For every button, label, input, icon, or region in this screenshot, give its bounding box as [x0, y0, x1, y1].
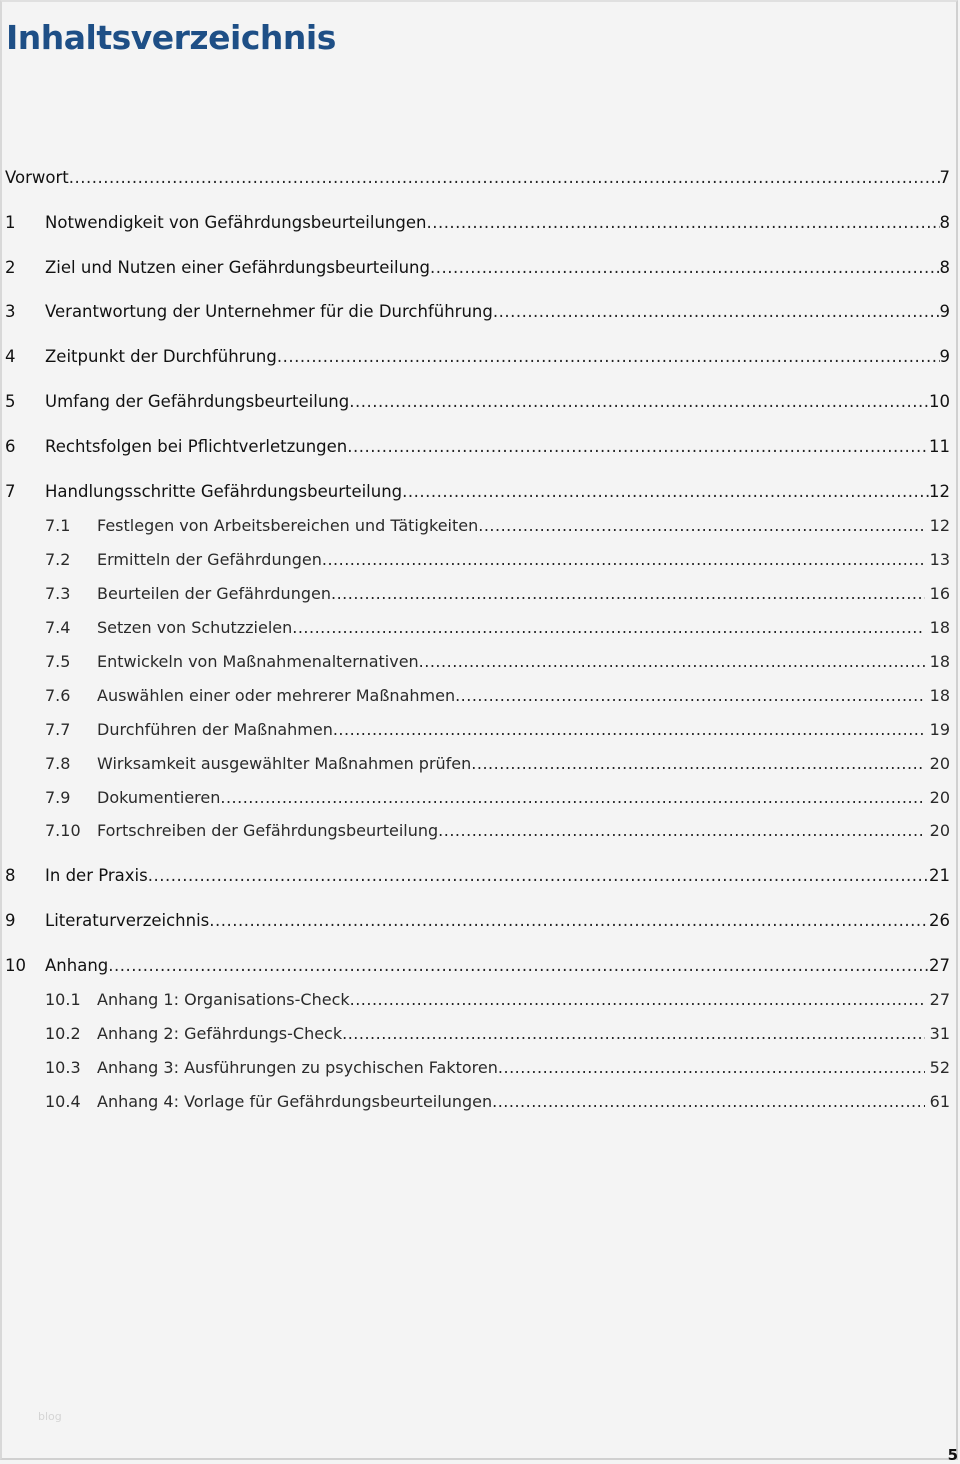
toc-entry[interactable] — [0, 785, 960, 811]
toc-entry-label: Fortschreiben der Gefährdungsbeurteilung — [97, 821, 439, 840]
toc-entry-page: 27 — [929, 956, 950, 975]
toc-entry-label: Anhang 1: Organisations-Check — [97, 990, 350, 1009]
toc-entry-page: 20 — [924, 788, 950, 807]
toc-entry-number: 7.5 — [45, 652, 71, 671]
toc-entry[interactable] — [0, 344, 960, 370]
toc-entry-number: 7 — [5, 482, 16, 501]
toc-entry[interactable] — [0, 953, 960, 979]
toc-entry-label: Anhang 3: Ausführungen zu psychischen Faktoren — [97, 1058, 498, 1077]
dot-leader — [402, 479, 929, 505]
toc-entry-number: 2 — [5, 258, 16, 277]
toc-entry-label: Setzen von Schutzzielen — [97, 618, 293, 637]
dot-leader — [492, 1089, 924, 1115]
toc-entry-label: Anhang 4: Vorlage für Gefährdungsbeurteilungen — [97, 1092, 493, 1111]
toc-entry-label: Beurteilen der Gefährdungen — [97, 584, 331, 603]
toc-entry-number: 8 — [5, 866, 16, 885]
toc-entry-number: 3 — [5, 302, 16, 321]
toc-entry-number: 7.2 — [45, 550, 71, 569]
toc-entry[interactable] — [0, 863, 960, 889]
dot-leader — [349, 389, 929, 415]
toc-entry[interactable] — [0, 255, 960, 281]
toc-entry-page: 26 — [929, 911, 950, 930]
toc-entry-page: 8 — [939, 213, 950, 232]
toc-entry[interactable] — [0, 649, 960, 675]
toc-entry-label: Umfang der Gefährdungsbeurteilung — [45, 392, 350, 411]
toc-entry[interactable] — [0, 908, 960, 934]
toc-entry-number: 10.1 — [45, 990, 81, 1009]
toc-entry-number: 7.6 — [45, 686, 71, 705]
toc-entry-page: 12 — [929, 482, 950, 501]
toc-entry-number: 10.2 — [45, 1024, 81, 1043]
toc-entry-label: Ermitteln der Gefährdungen — [97, 550, 322, 569]
toc-entry-page: 18 — [924, 652, 950, 671]
toc-entry[interactable] — [0, 683, 960, 709]
toc-entry-page: 52 — [924, 1058, 950, 1077]
toc-entry-label: Zeitpunkt der Durchführung — [45, 347, 277, 366]
toc-entry-page: 7 — [939, 168, 950, 187]
dot-leader — [419, 649, 925, 675]
toc-entry-page: 20 — [924, 754, 950, 773]
toc-entry-label: In der Praxis — [45, 866, 148, 885]
toc-entry[interactable] — [0, 818, 960, 844]
toc-entry-number: 7.1 — [45, 516, 71, 535]
dot-leader — [108, 953, 929, 979]
toc-entry-number: 7.8 — [45, 754, 71, 773]
toc-entry-number: 4 — [5, 347, 16, 366]
dot-leader — [493, 299, 940, 325]
toc-entry-number: 7.4 — [45, 618, 71, 637]
toc-entry-number: 9 — [5, 911, 16, 930]
toc-entry[interactable] — [0, 717, 960, 743]
footer-watermark: blog — [38, 1410, 62, 1423]
toc-entry-number: 7.7 — [45, 720, 71, 739]
toc-entry[interactable] — [0, 581, 960, 607]
toc-entry-number: 6 — [5, 437, 16, 456]
dot-leader — [471, 751, 924, 777]
toc-entry-page: 13 — [924, 550, 950, 569]
page-title: Inhaltsverzeichnis — [6, 18, 336, 58]
dot-leader — [498, 1055, 925, 1081]
dot-leader — [322, 547, 925, 573]
dot-leader — [292, 615, 924, 641]
toc-entry[interactable] — [0, 1089, 960, 1115]
toc-entry-page: 12 — [924, 516, 950, 535]
toc-entry[interactable] — [0, 987, 960, 1013]
toc-entry-number: 10.3 — [45, 1058, 81, 1077]
toc-entry-label: Auswählen einer oder mehrerer Maßnahmen — [97, 686, 456, 705]
dot-leader — [333, 717, 925, 743]
toc-entry-label: Entwickeln von Maßnahmenalternativen — [97, 652, 419, 671]
toc-entry-label: Rechtsfolgen bei Pflichtverletzungen — [45, 437, 348, 456]
toc-entry[interactable] — [0, 479, 960, 505]
toc-entry-label: Vorwort — [5, 168, 69, 187]
dot-leader — [426, 210, 939, 236]
toc-entry[interactable] — [0, 513, 960, 539]
toc-entry-number: 1 — [5, 213, 16, 232]
toc-entry[interactable] — [0, 434, 960, 460]
toc-entry-label: Literaturverzeichnis — [45, 911, 210, 930]
toc-entry[interactable] — [0, 615, 960, 641]
dot-leader — [331, 581, 925, 607]
toc-entry-page: 31 — [924, 1024, 950, 1043]
dot-leader — [277, 344, 940, 370]
toc-entry-number: 5 — [5, 392, 16, 411]
toc-entry-page: 19 — [924, 720, 950, 739]
toc-entry[interactable] — [0, 389, 960, 415]
toc-entry-label: Anhang 2: Gefährdungs-Check — [97, 1024, 343, 1043]
dot-leader — [455, 683, 924, 709]
toc-entry-page: 9 — [939, 302, 950, 321]
toc-entry-number: 7.3 — [45, 584, 71, 603]
page-number: 5 — [947, 1446, 958, 1464]
toc-entry[interactable] — [0, 1021, 960, 1047]
dot-leader — [220, 785, 924, 811]
toc-entry[interactable] — [0, 547, 960, 573]
dot-leader — [430, 255, 940, 281]
toc-entry-label: Dokumentieren — [97, 788, 221, 807]
toc-entry[interactable] — [0, 1055, 960, 1081]
toc-entry-page: 21 — [929, 866, 950, 885]
toc-entry-page: 27 — [924, 990, 950, 1009]
toc-entry-number: 10 — [5, 956, 26, 975]
toc-entry-page: 16 — [924, 584, 950, 603]
toc-entry-page: 18 — [924, 618, 950, 637]
toc-entry-page: 11 — [929, 437, 950, 456]
toc-entry-page: 9 — [939, 347, 950, 366]
toc-entry-page: 61 — [924, 1092, 950, 1111]
dot-leader — [350, 987, 925, 1013]
dot-leader — [347, 434, 929, 460]
toc-entry[interactable] — [0, 210, 960, 236]
toc-entry-label: Verantwortung der Unternehmer für die Durchführung — [45, 302, 493, 321]
toc-entry-label: Wirksamkeit ausgewählter Maßnahmen prüfen — [97, 754, 472, 773]
toc-entry-label: Festlegen von Arbeitsbereichen und Tätigkeiten — [97, 516, 479, 535]
toc-entry-number: 7.10 — [45, 821, 81, 840]
toc-entry-label: Notwendigkeit von Gefährdungsbeurteilungen — [45, 213, 427, 232]
dot-leader — [209, 908, 929, 934]
toc-entry-page: 8 — [939, 258, 950, 277]
dot-leader — [69, 165, 940, 191]
toc-entry-label: Durchführen der Maßnahmen — [97, 720, 333, 739]
toc-entry-number: 7.9 — [45, 788, 71, 807]
dot-leader — [438, 818, 924, 844]
toc-entry[interactable] — [0, 751, 960, 777]
dot-leader — [342, 1021, 924, 1047]
dot-leader — [148, 863, 929, 889]
toc-entry-label: Ziel und Nutzen einer Gefährdungsbeurteilung — [45, 258, 430, 277]
toc-entry-number: 10.4 — [45, 1092, 81, 1111]
toc-entry[interactable] — [0, 299, 960, 325]
toc-entry[interactable] — [0, 165, 960, 191]
toc-entry-page: 20 — [924, 821, 950, 840]
toc-entry-label: Handlungsschritte Gefährdungsbeurteilung — [45, 482, 403, 501]
toc-entry-page: 18 — [924, 686, 950, 705]
toc-entry-page: 10 — [929, 392, 950, 411]
toc-entry-label: Anhang — [45, 956, 109, 975]
dot-leader — [478, 513, 924, 539]
